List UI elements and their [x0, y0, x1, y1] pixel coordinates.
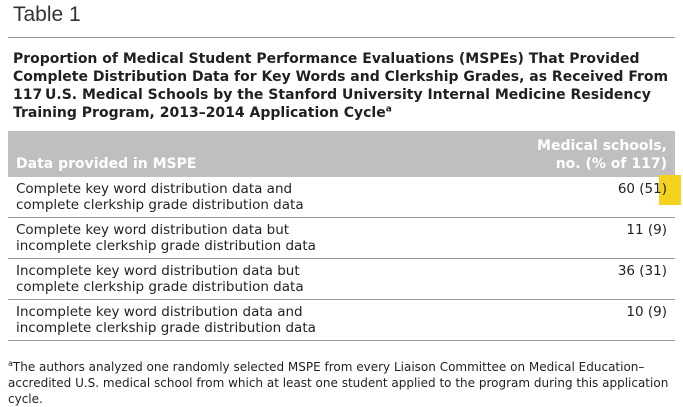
- footnote-marker: a: [8, 359, 13, 368]
- row-description: Complete key word distribution data but incomplete clerkship grade distribution data: [8, 218, 499, 259]
- table-row: [8, 177, 675, 218]
- header-row: [8, 131, 675, 177]
- header-medical-schools-line1: Medical schools,: [537, 138, 667, 154]
- row-count: 11 (9): [499, 218, 675, 259]
- footnote-text: The authors analyzed one randomly selected MSPE from every Liaison Committee on Medical Education–accredited U.S. medical school from which at least one student applied to the program during this application cycle.: [8, 360, 669, 406]
- top-rule: [8, 37, 675, 38]
- table-label: Table 1: [13, 3, 81, 26]
- table-title: [13, 50, 673, 122]
- row-count: 36 (31): [499, 259, 675, 300]
- table-row: [8, 218, 675, 259]
- header-medical-schools: [499, 131, 675, 177]
- table-title-text: Proportion of Medical Student Performance Evaluations (MSPEs) That Provided Complete Distribution Data for Key Words and Clerkship Grades, as Received From 117 U.S. Medical Schools by the Stanford University Internal Medicine Residency Training Program, 2013–2014 Application Cycle: [13, 51, 669, 121]
- row-count: 10 (9): [499, 300, 675, 341]
- row-description: Incomplete key word distribution data and incomplete clerkship grade distribution data: [8, 300, 499, 341]
- header-medical-schools-line2: no. (% of 117): [555, 156, 667, 172]
- row-description: Complete key word distribution data and complete clerkship grade distribution data: [8, 177, 499, 218]
- data-table: [8, 131, 675, 341]
- table-row: [8, 300, 675, 341]
- header-data-provided: Data provided in MSPE: [8, 131, 499, 177]
- row-description: Incomplete key word distribution data but complete clerkship grade distribution data: [8, 259, 499, 300]
- row-count-cell: [499, 177, 675, 218]
- row-count: 60 (51): [617, 181, 667, 197]
- table-footnote: [8, 356, 678, 407]
- title-footnote-marker: a: [385, 104, 392, 115]
- table-row: [8, 259, 675, 300]
